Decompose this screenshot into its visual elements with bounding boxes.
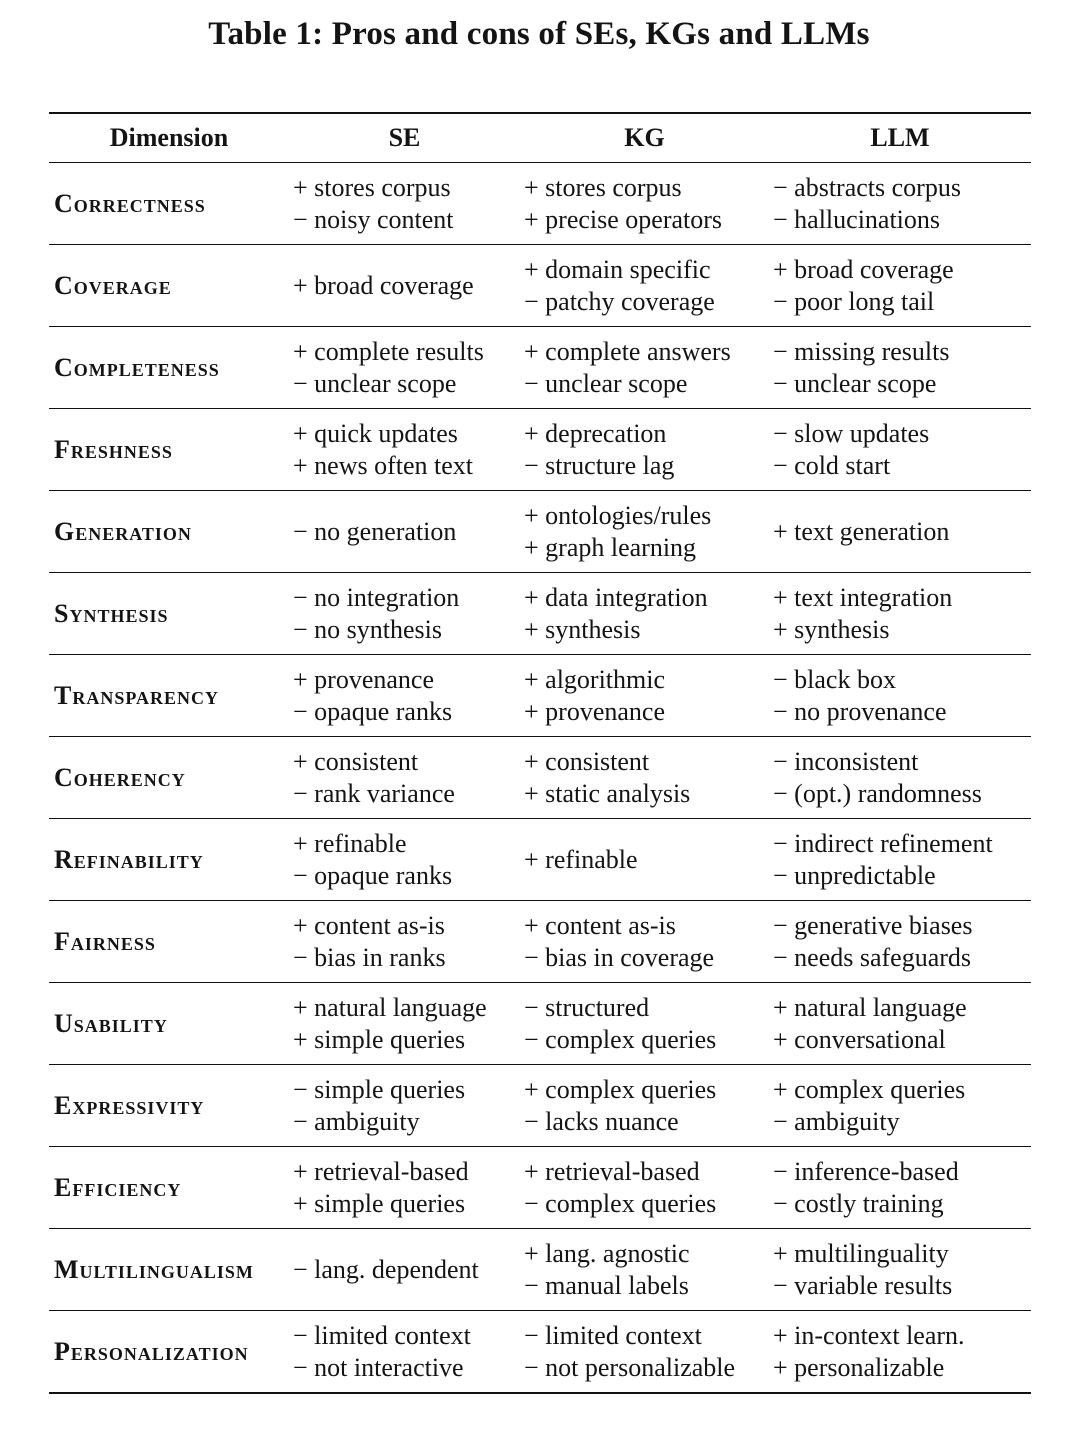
llm-cell — [769, 327, 1031, 409]
llm-line: + personalizable — [773, 1352, 945, 1382]
se-line: − ambiguity — [293, 1106, 420, 1136]
llm-line: + conversational — [773, 1024, 946, 1054]
dimension-cell: Completeness — [54, 352, 220, 382]
se-line: + content as-is — [293, 910, 445, 940]
kg-line: + retrieval-based — [524, 1156, 700, 1186]
kg-cell — [520, 983, 769, 1065]
se-line: − opaque ranks — [293, 860, 453, 890]
kg-cell — [520, 1147, 769, 1229]
se-cell — [289, 163, 520, 245]
se-line: − no synthesis — [293, 614, 443, 644]
se-cell — [289, 983, 520, 1065]
llm-line: + multilinguality — [773, 1238, 949, 1268]
kg-line: − not personalizable — [524, 1352, 736, 1382]
llm-line: + text generation — [773, 516, 950, 546]
kg-cell — [520, 327, 769, 409]
se-line: − rank variance — [293, 778, 455, 808]
dimension-cell: Refinability — [54, 844, 204, 874]
kg-cell — [520, 1311, 769, 1394]
table-row — [49, 1065, 1031, 1147]
se-line: + simple queries — [293, 1024, 466, 1054]
se-cell — [289, 245, 520, 327]
llm-line: − (opt.) randomness — [773, 778, 982, 808]
llm-cell — [769, 737, 1031, 819]
se-line: + consistent — [293, 746, 419, 776]
se-line: − bias in ranks — [293, 942, 446, 972]
se-line: − simple queries — [293, 1074, 466, 1104]
llm-line: − variable results — [773, 1270, 953, 1300]
llm-line: − unpredictable — [773, 860, 936, 890]
se-line: + simple queries — [293, 1188, 466, 1218]
llm-line: + natural language — [773, 992, 967, 1022]
kg-line: + provenance — [524, 696, 665, 726]
llm-cell — [769, 409, 1031, 491]
table-row — [49, 409, 1031, 491]
llm-cell — [769, 1147, 1031, 1229]
llm-line: − indirect refinement — [773, 828, 993, 858]
llm-line: − slow updates — [773, 418, 930, 448]
llm-line: − missing results — [773, 336, 950, 366]
kg-line: + domain specific — [524, 254, 711, 284]
comparison-table — [49, 112, 1031, 1394]
llm-cell — [769, 1229, 1031, 1311]
se-cell — [289, 327, 520, 409]
se-line: + retrieval-based — [293, 1156, 469, 1186]
dimension-cell: Synthesis — [54, 598, 169, 628]
llm-line: − inference-based — [773, 1156, 959, 1186]
kg-line: − complex queries — [524, 1188, 717, 1218]
llm-cell — [769, 1065, 1031, 1147]
table-caption: Table 1: Pros and cons of SEs, KGs and LLMs — [208, 16, 870, 52]
kg-line: − unclear scope — [524, 368, 688, 398]
table-row — [49, 163, 1031, 245]
kg-line: + lang. agnostic — [524, 1238, 690, 1268]
dimension-cell: Usability — [54, 1008, 168, 1038]
kg-line: + synthesis — [524, 614, 641, 644]
llm-line: − no provenance — [773, 696, 947, 726]
dimension-cell: Multilingualism — [54, 1254, 254, 1284]
kg-cell — [520, 245, 769, 327]
se-cell — [289, 655, 520, 737]
se-cell — [289, 819, 520, 901]
llm-line: − needs safeguards — [773, 942, 972, 972]
llm-cell — [769, 1311, 1031, 1394]
kg-line: − patchy coverage — [524, 286, 715, 316]
llm-cell — [769, 163, 1031, 245]
llm-line: + in-context learn. — [773, 1320, 965, 1350]
se-line: + complete results — [293, 336, 484, 366]
kg-line: + refinable — [524, 844, 638, 874]
se-cell — [289, 573, 520, 655]
se-cell — [289, 1229, 520, 1311]
header-kg: KG — [624, 123, 665, 152]
se-line: − noisy content — [293, 204, 454, 234]
llm-cell — [769, 819, 1031, 901]
se-cell — [289, 737, 520, 819]
dimension-cell: Generation — [54, 516, 192, 546]
table-row — [49, 1147, 1031, 1229]
se-line: − unclear scope — [293, 368, 457, 398]
se-cell — [289, 1147, 520, 1229]
dimension-cell: Freshness — [54, 434, 173, 464]
llm-cell — [769, 901, 1031, 983]
se-line: + broad coverage — [293, 270, 474, 300]
se-cell — [289, 409, 520, 491]
llm-line: − inconsistent — [773, 746, 919, 776]
llm-cell — [769, 491, 1031, 573]
kg-cell — [520, 1065, 769, 1147]
se-line: − no integration — [293, 582, 460, 612]
dimension-cell: Coverage — [54, 270, 172, 300]
se-line: − not interactive — [293, 1352, 464, 1382]
kg-cell — [520, 409, 769, 491]
kg-line: + consistent — [524, 746, 650, 776]
llm-line: − generative biases — [773, 910, 973, 940]
se-line: − opaque ranks — [293, 696, 453, 726]
header-dimension: Dimension — [109, 123, 229, 152]
kg-cell — [520, 901, 769, 983]
llm-line: − costly training — [773, 1188, 944, 1218]
kg-cell — [520, 655, 769, 737]
llm-line: − abstracts corpus — [773, 172, 961, 202]
llm-line: + text integration — [773, 582, 953, 612]
kg-line: + data integration — [524, 582, 708, 612]
kg-cell — [520, 737, 769, 819]
se-line: + news often text — [293, 450, 474, 480]
table-row — [49, 983, 1031, 1065]
table-row — [49, 1229, 1031, 1311]
kg-line: + complex queries — [524, 1074, 717, 1104]
kg-cell — [520, 491, 769, 573]
se-line: + quick updates — [293, 418, 458, 448]
header-se: SE — [388, 123, 421, 152]
se-line: − lang. dependent — [293, 1254, 479, 1284]
kg-line: − limited context — [524, 1320, 702, 1350]
dimension-cell: Transparency — [54, 680, 220, 710]
llm-cell — [769, 573, 1031, 655]
kg-line: + content as-is — [524, 910, 676, 940]
se-cell — [289, 491, 520, 573]
kg-line: + deprecation — [524, 418, 667, 448]
llm-line: + complex queries — [773, 1074, 966, 1104]
se-line: + refinable — [293, 828, 407, 858]
se-line: + provenance — [293, 664, 434, 694]
dimension-cell: Efficiency — [54, 1172, 182, 1202]
kg-cell — [520, 1229, 769, 1311]
kg-line: − manual labels — [524, 1270, 689, 1300]
table-row — [49, 327, 1031, 409]
kg-cell — [520, 573, 769, 655]
kg-cell — [520, 163, 769, 245]
table-row — [49, 573, 1031, 655]
llm-line: − black box — [773, 664, 896, 694]
se-cell — [289, 1311, 520, 1394]
llm-cell — [769, 655, 1031, 737]
table-row — [49, 901, 1031, 983]
kg-line: + ontologies/rules — [524, 500, 712, 530]
llm-line: − ambiguity — [773, 1106, 900, 1136]
kg-line: − lacks nuance — [524, 1106, 679, 1136]
table-row — [49, 819, 1031, 901]
kg-line: − complex queries — [524, 1024, 717, 1054]
se-line: − no generation — [293, 516, 457, 546]
kg-line: + graph learning — [524, 532, 697, 562]
llm-cell — [769, 983, 1031, 1065]
dimension-cell: Correctness — [54, 188, 206, 218]
llm-line: + synthesis — [773, 614, 890, 644]
kg-line: + precise operators — [524, 204, 723, 234]
table-row — [49, 491, 1031, 573]
se-line: − limited context — [293, 1320, 471, 1350]
table-row — [49, 655, 1031, 737]
dimension-cell: Fairness — [54, 926, 156, 956]
dimension-cell: Personalization — [54, 1336, 249, 1366]
se-cell — [289, 901, 520, 983]
table-body — [49, 163, 1031, 1394]
header-row — [49, 113, 1031, 163]
kg-line: + complete answers — [524, 336, 731, 366]
kg-line: + stores corpus — [524, 172, 682, 202]
llm-line: − unclear scope — [773, 368, 937, 398]
se-line: + stores corpus — [293, 172, 451, 202]
llm-line: − poor long tail — [773, 286, 935, 316]
kg-line: + static analysis — [524, 778, 691, 808]
kg-cell — [520, 819, 769, 901]
table-row — [49, 737, 1031, 819]
dimension-cell: Expressivity — [54, 1090, 205, 1120]
llm-cell — [769, 245, 1031, 327]
se-cell — [289, 1065, 520, 1147]
header-llm: LLM — [870, 123, 930, 152]
kg-line: − structure lag — [524, 450, 675, 480]
dimension-cell: Coherency — [54, 762, 186, 792]
llm-line: − cold start — [773, 450, 891, 480]
kg-line: + algorithmic — [524, 664, 666, 694]
kg-line: − bias in coverage — [524, 942, 715, 972]
llm-line: + broad coverage — [773, 254, 954, 284]
kg-line: − structured — [524, 992, 650, 1022]
table-row — [49, 1311, 1031, 1394]
table-row — [49, 245, 1031, 327]
llm-line: − hallucinations — [773, 204, 941, 234]
se-line: + natural language — [293, 992, 487, 1022]
